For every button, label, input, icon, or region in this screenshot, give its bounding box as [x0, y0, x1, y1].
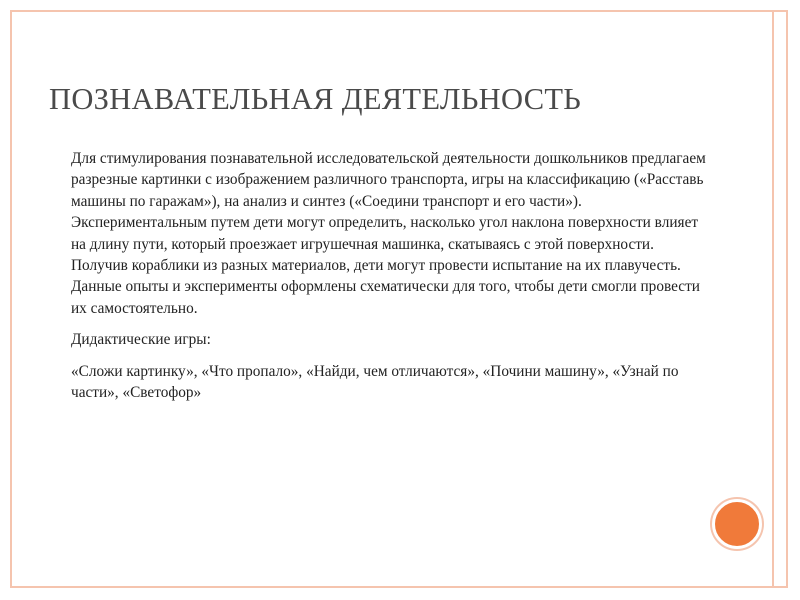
slide-title: ПОЗНАВАТЕЛЬНАЯ ДЕЯТЕЛЬНОСТЬ — [49, 82, 582, 116]
bullet-text: «Сложи картинку», «Что пропало», «Найди, чем отличаются», «Почини машину», «Узнай по части», «Светофор» — [71, 362, 679, 402]
bullet-item-games-list — [49, 361, 709, 404]
decorative-circle — [712, 499, 762, 549]
bullet-item-games-heading — [49, 329, 709, 350]
bullet-text: Для стимулирования познавательной исследовательской деятельности дошкольников предлагаем разрезные картинки с изображением различного транспорта, игры на классификацию («Расставь машины по гаражам»), на анализ и синтез («Соедини транспорт и его части»). Экспериментальным путем дети могут определить, насколько угол наклона поверхности влияет на длину пути, который проезжает игрушечная машинка, скатываясь с этой поверхности. Получив кораблики из разных материалов, дети могут провести испытание на их плавучесть. Данные опыты и эксперименты оформлены схематически для того, чтобы дети смогли провести их самостоятельно. — [71, 150, 706, 317]
bullet-item-description — [49, 148, 709, 319]
slide-side-line — [772, 10, 774, 588]
bullet-list — [49, 148, 709, 413]
bullet-text: Дидактические игры: — [71, 331, 211, 349]
